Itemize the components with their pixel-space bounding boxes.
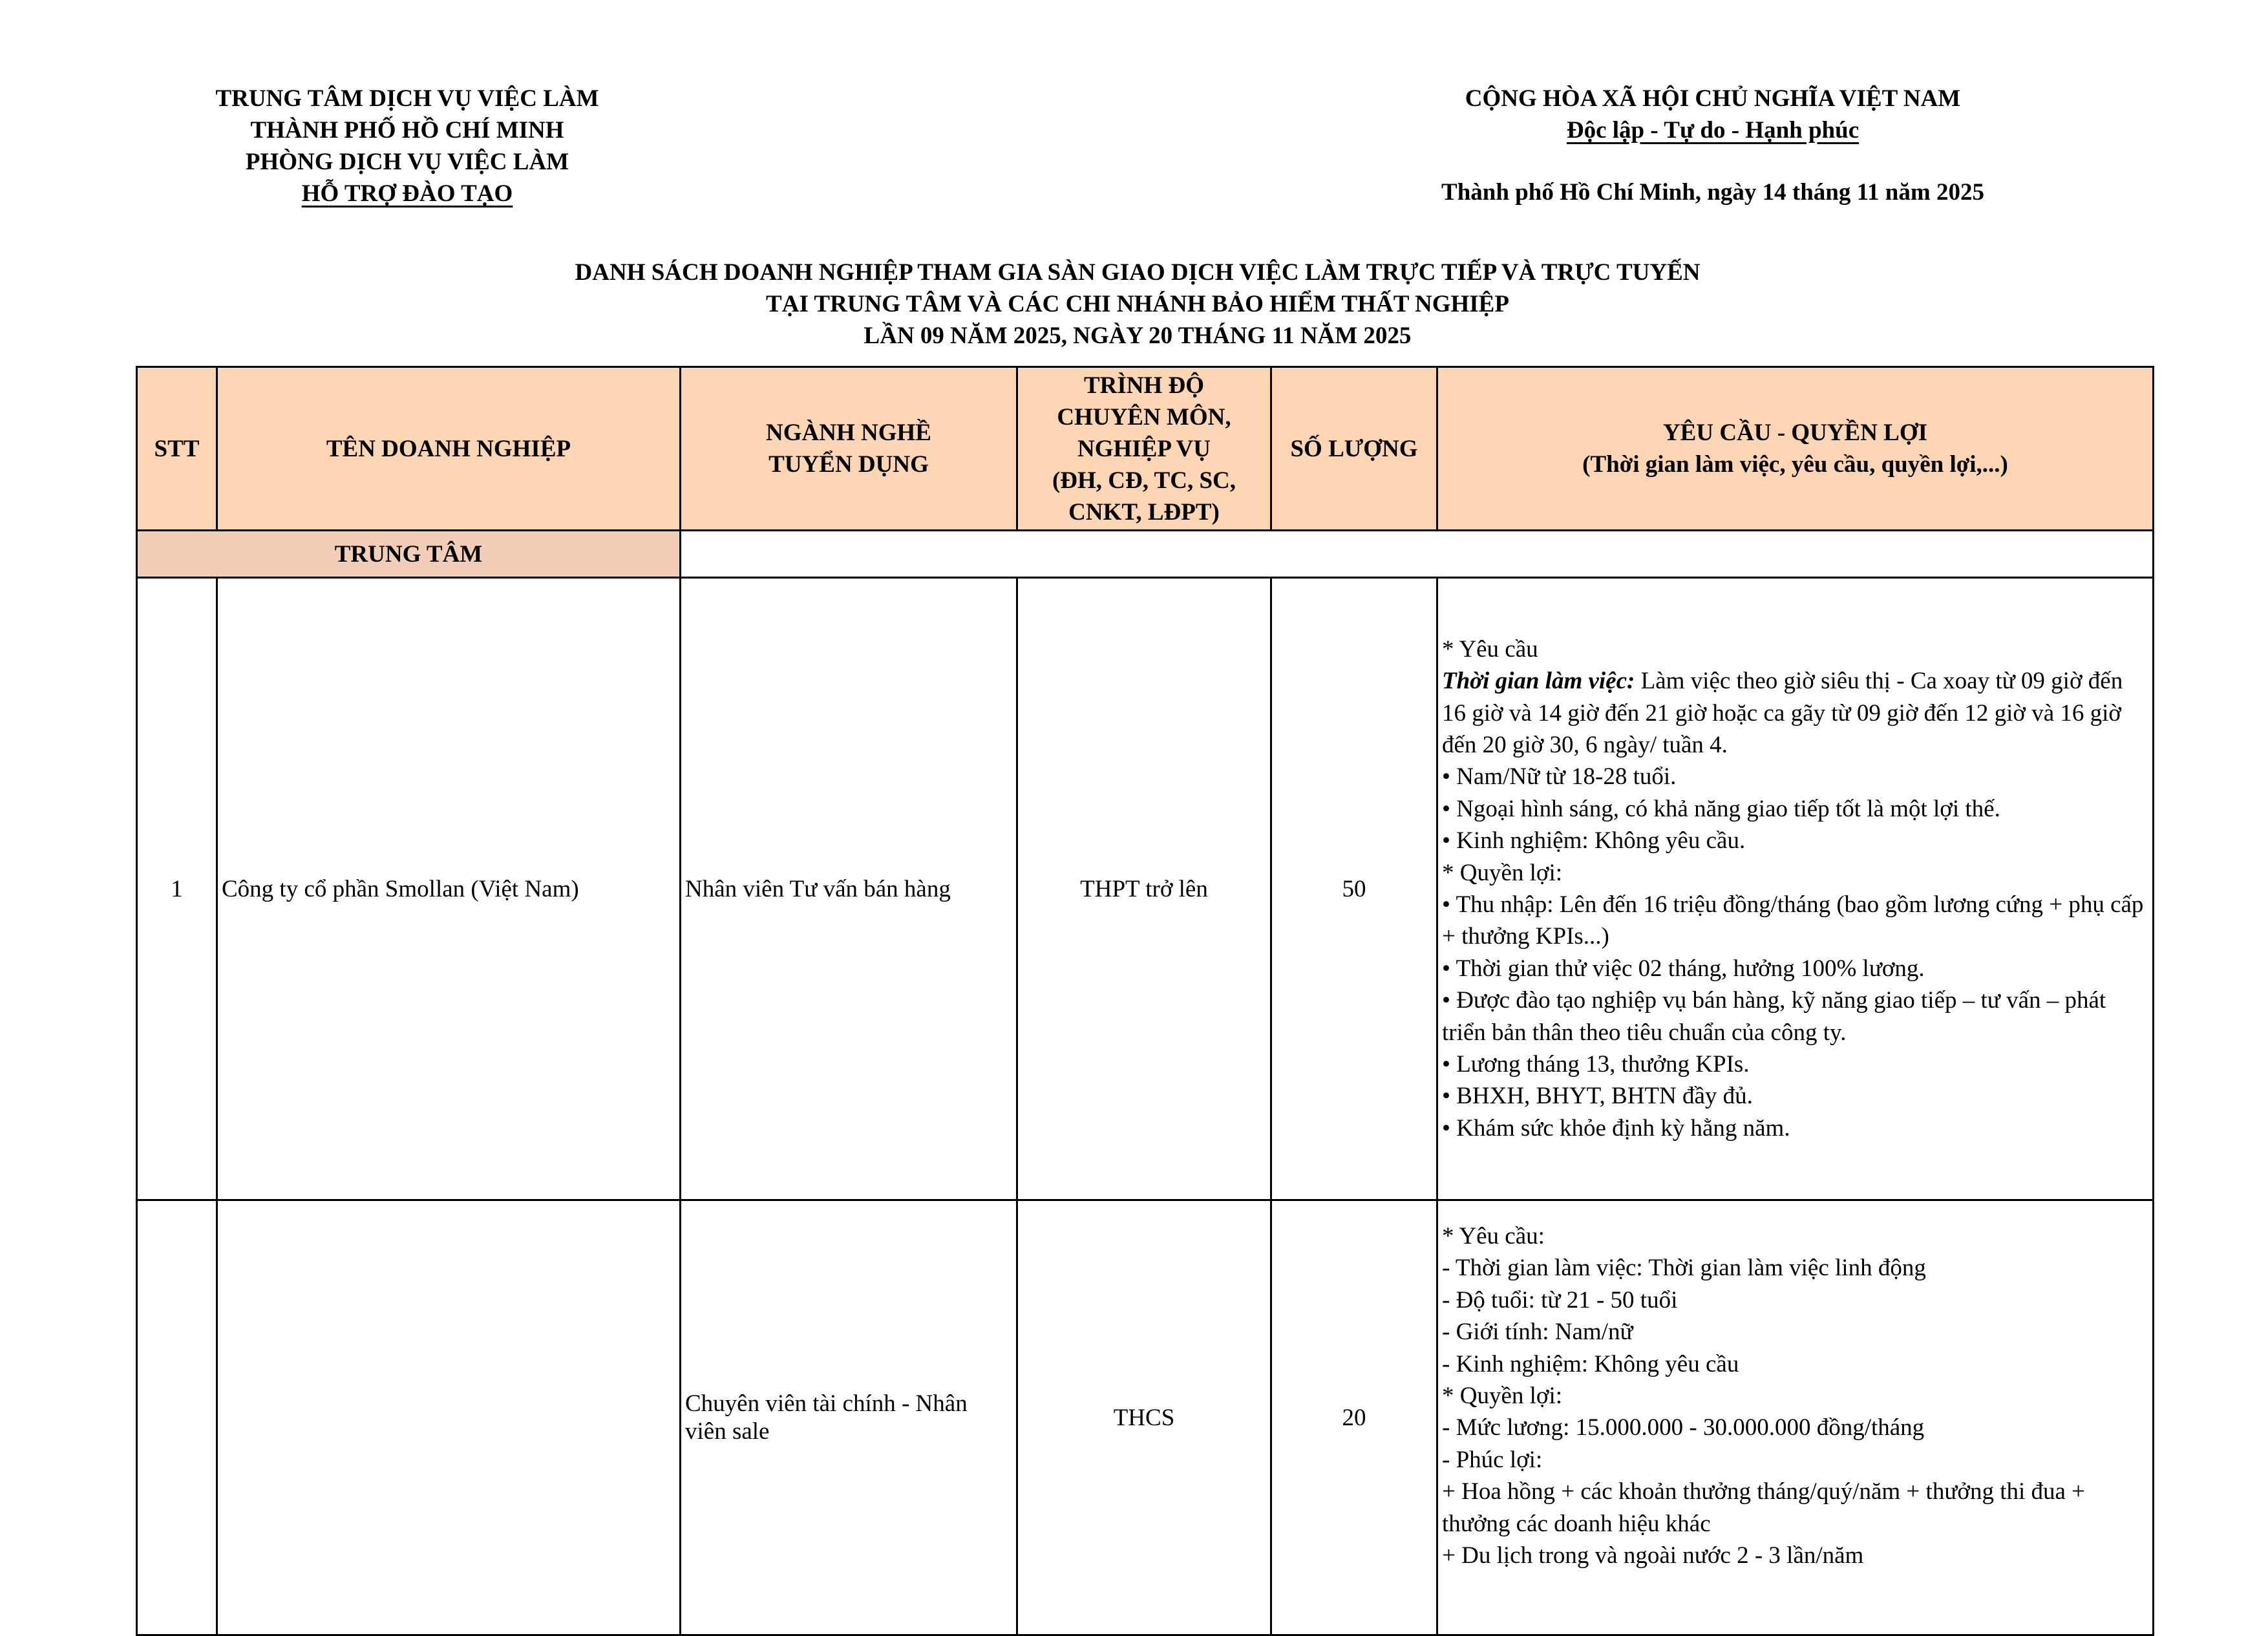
req-line: - Kinh nghiệm: Không yêu cầu: [1442, 1350, 1739, 1377]
header-job-line-2: TUYỂN DỤNG: [768, 451, 929, 478]
row-level: THCS: [1017, 1200, 1271, 1635]
table-row: [137, 578, 2154, 1200]
agency-header: [149, 83, 666, 209]
header-level-line-4: (ĐH, CĐ, TC, SC,: [1052, 467, 1236, 494]
national-header: [1293, 83, 2133, 146]
header-quantity: SỐ LƯỢNG: [1271, 367, 1437, 531]
header-req-line-1: YÊU CẦU - QUYỀN LỢI: [1662, 420, 1928, 446]
row-stt: [137, 1200, 217, 1635]
table-row: [137, 1200, 2154, 1635]
table-header-row: [137, 367, 2154, 531]
row-job: Nhân viên Tư vấn bán hàng: [681, 578, 1017, 1200]
req-line: - Phúc lợi:: [1442, 1446, 1543, 1473]
section-row: [137, 531, 2154, 578]
req-line: • Thu nhập: Lên đến 16 triệu đồng/tháng (bao gồm lương cứng + phụ cấp + thưởng KPIs...): [1442, 891, 2144, 950]
req-line: * Quyền lợi:: [1442, 859, 1563, 886]
req-line: + Du lịch trong và ngoài nước 2 - 3 lần/năm: [1442, 1542, 1864, 1569]
req-time-label: Thời gian làm việc:: [1442, 668, 1635, 695]
title-line-1: DANH SÁCH DOANH NGHIỆP THAM GIA SÀN GIAO DỊCH VIỆC LÀM TRỰC TIẾP VÀ TRỰC TUYẾN: [575, 259, 1701, 286]
header-level-line-3: NGHIỆP VỤ: [1077, 435, 1211, 462]
agency-line-3: PHÒNG DỊCH VỤ VIỆC LÀM: [245, 149, 569, 175]
req-line: • Thời gian thử việc 02 tháng, hưởng 100% lương.: [1442, 955, 1925, 982]
req-line: • Lương tháng 13, thưởng KPIs.: [1442, 1051, 1750, 1078]
row-job: Chuyên viên tài chính - Nhân viên sale: [681, 1200, 1017, 1635]
section-label: TRUNG TÂM: [137, 531, 681, 578]
header-level-line-2: CHUYÊN MÔN,: [1057, 403, 1231, 430]
job-listing-table: [136, 366, 2154, 1636]
row-level: THPT trở lên: [1017, 578, 1271, 1200]
req-line: • Nam/Nữ từ 18-28 tuổi.: [1442, 763, 1677, 791]
section-empty: [681, 531, 2154, 578]
req-working-time: [1442, 665, 2148, 761]
req-heading: * Yêu cầu: [1442, 635, 1538, 663]
header-level-line-5: CNKT, LĐPT): [1068, 498, 1220, 526]
req-line: • Khám sức khỏe định kỳ hằng năm.: [1442, 1114, 1790, 1142]
req-line: - Giới tính: Nam/nữ: [1442, 1319, 1633, 1346]
row-quantity: 50: [1271, 578, 1437, 1200]
agency-line-1: TRUNG TÂM DỊCH VỤ VIỆC LÀM: [215, 85, 599, 112]
header-stt: STT: [137, 367, 217, 531]
agency-line-2: THÀNH PHỐ HỒ CHÍ MINH: [250, 117, 564, 143]
title-line-3: LẦN 09 NĂM 2025, NGÀY 20 THÁNG 11 NĂM 2025: [864, 323, 1412, 349]
national-motto: Độc lập - Tự do - Hạnh phúc: [1566, 117, 1860, 143]
header-req-line-2: (Thời gian làm việc, yêu cầu, quyền lợi,...): [1582, 451, 2008, 478]
req-line: * Yêu cầu:: [1442, 1223, 1545, 1249]
row-requirements: [1437, 578, 2154, 1200]
agency-line-4: HỖ TRỢ ĐÀO TẠO: [301, 180, 513, 207]
title-line-2: TẠI TRUNG TÂM VÀ CÁC CHI NHÁNH BẢO HIỂM THẤT NGHIỆP: [766, 291, 1509, 317]
row-quantity: 20: [1271, 1200, 1437, 1635]
document-title: [129, 257, 2146, 352]
req-line: * Quyền lợi:: [1442, 1383, 1563, 1410]
header-requirements: [1437, 367, 2154, 531]
row-company: Công ty cổ phần Smollan (Việt Nam): [217, 578, 681, 1200]
header-level: [1017, 367, 1271, 531]
header-company: TÊN DOANH NGHIỆP: [217, 367, 681, 531]
req-line: - Độ tuổi: từ 21 - 50 tuổi: [1442, 1286, 1678, 1313]
req-time-text: Làm việc theo giờ siêu thị - Ca xoay từ 09 giờ đến 16 giờ và 14 giờ đến 21 giờ hoặc ca gãy từ 09 giờ đến 12 giờ và 16 giờ đến 20 giờ 30, 6 ngày/ tuần 4.: [1442, 668, 2123, 758]
req-line: - Thời gian làm việc: Thời gian làm việc linh động: [1442, 1255, 1926, 1282]
row-requirements: [1437, 1200, 2154, 1635]
header-job-line-1: NGÀNH NGHỀ: [766, 420, 931, 446]
row-company: [217, 1200, 681, 1635]
req-line: • BHXH, BHYT, BHTN đầy đủ.: [1442, 1083, 1753, 1110]
req-line: • Ngoại hình sáng, có khả năng giao tiếp tốt là một lợi thế.: [1442, 795, 2000, 822]
req-line: • Kinh nghiệm: Không yêu cầu.: [1442, 827, 1746, 855]
header-job: [681, 367, 1017, 531]
header-level-line-1: TRÌNH ĐỘ: [1083, 372, 1205, 399]
req-line: • Được đào tạo nghiệp vụ bán hàng, kỹ năng giao tiếp – tư vấn – phát triển bản thân theo tiêu chuẩn của công ty.: [1442, 987, 2106, 1046]
req-line: - Mức lương: 15.000.000 - 30.000.000 đồng/tháng: [1442, 1414, 1925, 1441]
req-line: + Hoa hồng + các khoản thưởng tháng/quý/năm + thưởng thi đua + thưởng các doanh hiệu khác: [1442, 1478, 2086, 1537]
row-stt: 1: [137, 578, 217, 1200]
document-date: Thành phố Hồ Chí Minh, ngày 14 tháng 11 năm 2025: [1441, 179, 1984, 206]
national-title: CỘNG HÒA XÃ HỘI CHỦ NGHĨA VIỆT NAM: [1465, 85, 1961, 112]
